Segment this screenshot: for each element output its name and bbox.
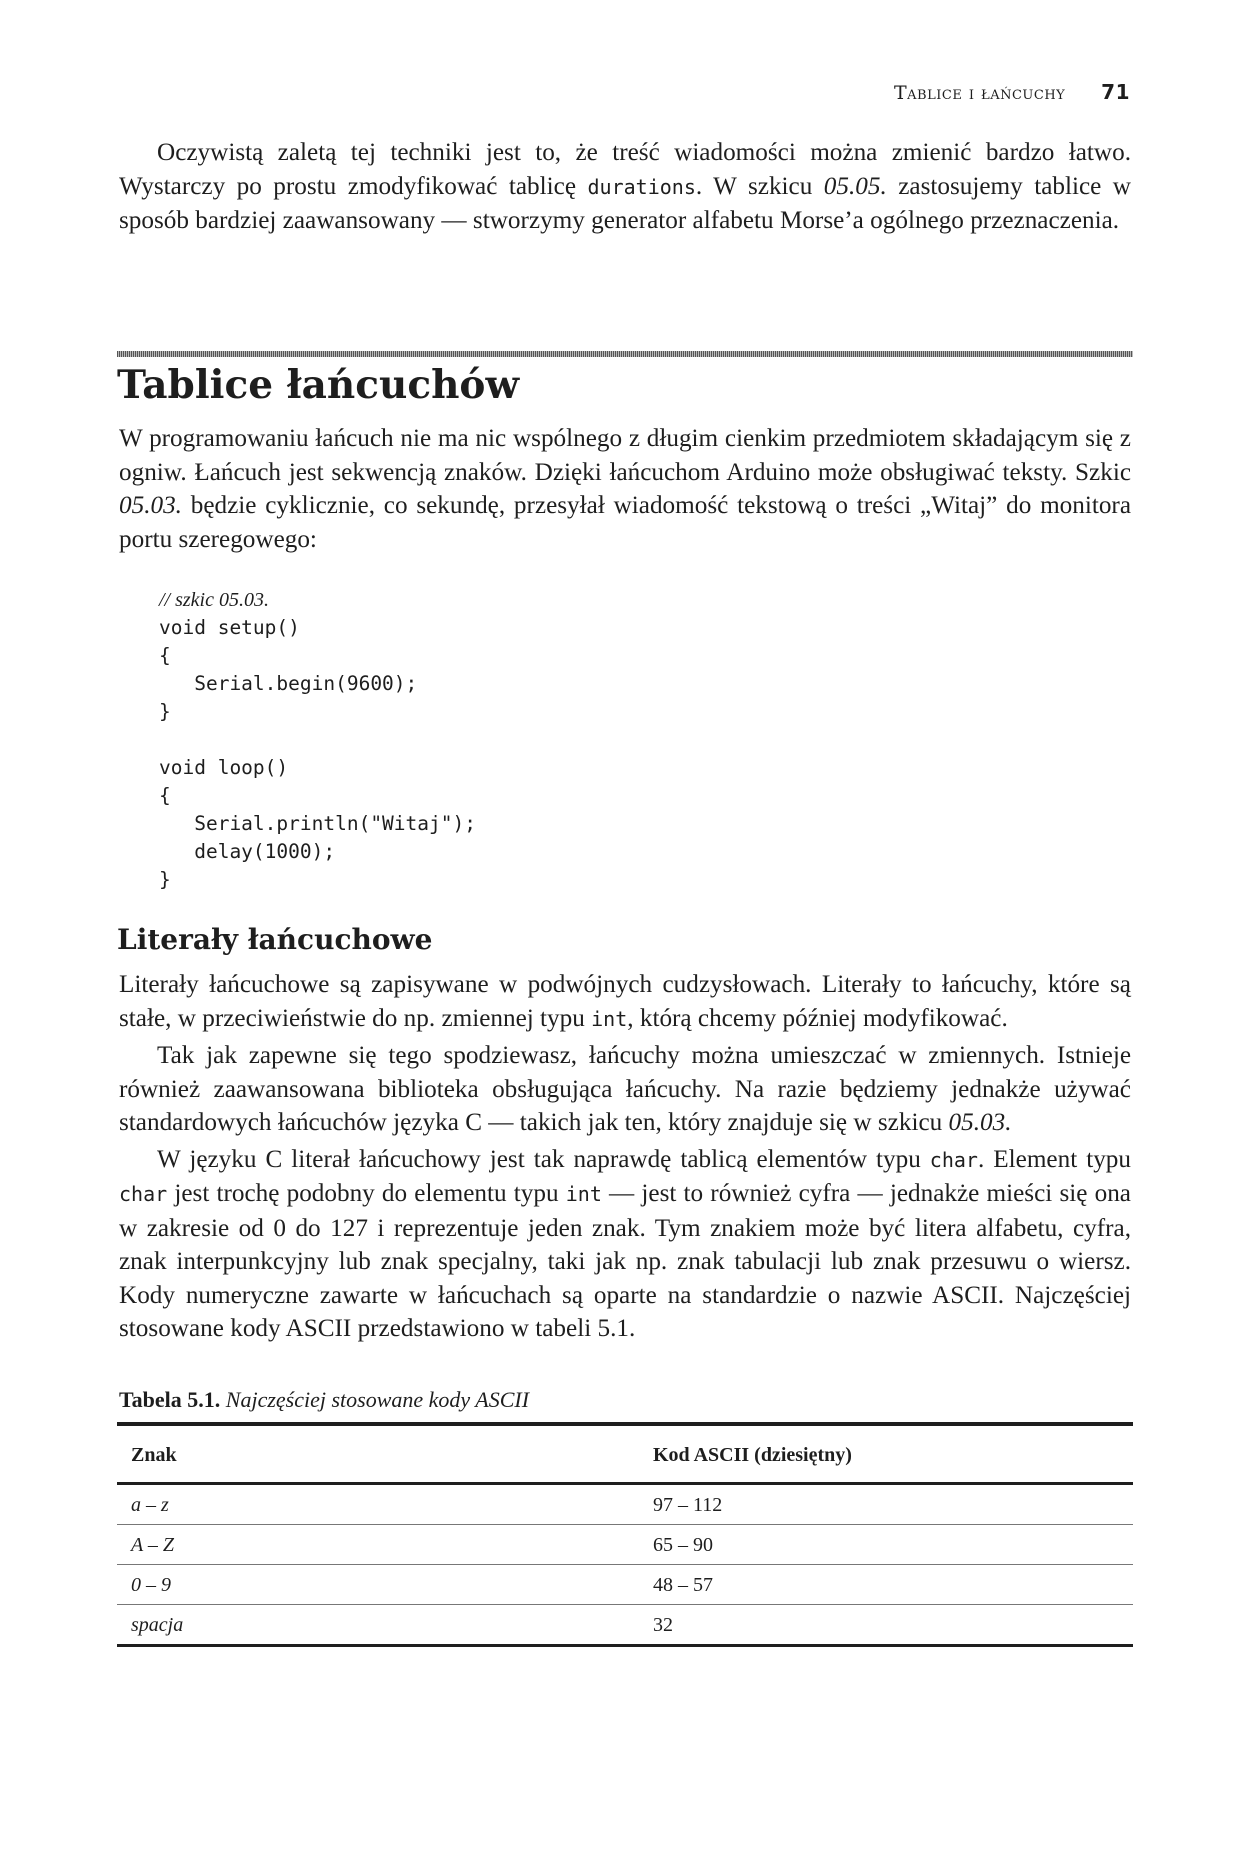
table-cell: 48 – 57 <box>639 1565 1133 1605</box>
sketch-reference: 05.03. <box>119 492 182 519</box>
section-paragraph <box>119 422 1131 556</box>
paragraph-3 <box>119 1143 1131 1346</box>
code-line: void setup() <box>159 616 300 639</box>
inline-code-durations: durations <box>587 174 696 199</box>
code-line: { <box>159 644 171 667</box>
p1-text-1: Literały łańcuchowe są zapisywane w podwójnych cudzysłowach. Literały to łańcuchy, które są stałe, w przeciwieństwie do np. zmiennej typu <box>119 971 1131 1032</box>
section-text-2: będzie cyklicznie, co sekundę, przesyłał wiadomość tekstową o treści „Witaj” do monitora portu szeregowego: <box>119 492 1131 553</box>
table-caption-text: Najczęściej stosowane kody ASCII <box>225 1387 530 1412</box>
p1-text-2: , którą chcemy później modyfikować. <box>627 1004 1008 1032</box>
code-line: } <box>159 868 171 891</box>
section-heading: Tablice łańcuchów <box>117 362 520 408</box>
subsection-heading: Literały łańcuchowe <box>117 923 433 956</box>
p3-text-4: — jest to również cyfra — jednakże mieści się ona w zakresie od 0 do 127 i reprezentuje jeden znak. Tym znakiem może być litera alfabetu, cyfra, znak interpunkcyjny lub znak specjalny, taki jak np. znak tabulacji lub znak przesuwu o wiersz. Kody numeryczne zawarte w łańcuchach są oparte na standardzie o nazwie ASCII. Najczęściej stosowane kody ASCII przedstawiono w tabeli 5.1. <box>119 1180 1131 1342</box>
subsection-body <box>119 968 1131 1349</box>
inline-code-char: char <box>119 1182 168 1206</box>
code-line: void loop() <box>159 756 289 779</box>
table-cell: 97 – 112 <box>639 1484 1133 1525</box>
inline-code-int: int <box>591 1006 628 1031</box>
intro-text-1: Oczywistą zaletą tej techniki jest to, że treść wiadomości można zmienić bardzo łatwo. Wystarczy po prostu zmodyfikować tablicę <box>119 139 1131 200</box>
column-header: Znak <box>117 1424 639 1484</box>
paragraph-2 <box>119 1039 1131 1140</box>
section-text-1: W programowaniu łańcuch nie ma nic wspólnego z długim cienkim przedmiotem składającym się z ogniw. Łańcuch jest sekwencją znaków. Dzięki łańcuchom Arduino może obsługiwać teksty. Szkic <box>119 425 1131 486</box>
table-cell: 32 <box>639 1605 1133 1646</box>
table-row <box>117 1605 1133 1646</box>
table-cell: 65 – 90 <box>639 1525 1133 1565</box>
p3-text-2: . Element typu <box>977 1145 1131 1173</box>
running-title: Tablice i łańcuchy <box>893 82 1066 104</box>
p3-text-3: jest trochę podobny do elementu typu <box>167 1180 566 1207</box>
table-row <box>117 1565 1133 1605</box>
inline-code-int: int <box>565 1182 602 1206</box>
code-listing <box>159 586 476 894</box>
table-cell: a – z <box>117 1484 639 1525</box>
code-line: Serial.println("Witaj"); <box>159 812 476 835</box>
table-cell: spacja <box>117 1605 639 1646</box>
intro-text-2: . W szkicu <box>695 172 824 200</box>
inline-code-char: char <box>929 1147 978 1172</box>
intro-text-3: zastosujemy tablice w sposób bardziej zaawansowany — stworzymy generator alfabetu Morse’a ogólnego przeznaczenia. <box>119 172 1131 234</box>
p2-text-1: Tak jak zapewne się tego spodziewasz, łańcuchy można umieszczać w zmiennych. Istnieje również zaawansowana biblioteka obsługująca łańcuchy. Na razie będziemy jednakże używać standardowych łańcuchów języka C — takich jak ten, który znajduje się w szkicu <box>119 1042 1131 1136</box>
page-number: 71 <box>1101 80 1130 104</box>
paragraph-1 <box>119 968 1131 1036</box>
table-caption-label: Tabela 5.1. <box>119 1387 221 1412</box>
table-cell: A – Z <box>117 1525 639 1565</box>
intro-paragraph <box>119 136 1131 238</box>
sketch-reference: 05.03. <box>948 1109 1012 1136</box>
code-line: { <box>159 784 171 807</box>
ascii-table <box>117 1422 1133 1647</box>
code-line: delay(1000); <box>159 840 336 863</box>
code-line: Serial.begin(9600); <box>159 672 418 695</box>
table-caption <box>119 1387 529 1413</box>
sketch-reference: 05.05. <box>823 172 887 200</box>
running-header <box>894 80 1130 104</box>
section-rule <box>117 351 1133 357</box>
table-row <box>117 1484 1133 1525</box>
table-row <box>117 1525 1133 1565</box>
table-cell: 0 – 9 <box>117 1565 639 1605</box>
code-line: } <box>159 700 171 723</box>
code-line <box>159 726 476 754</box>
p3-text-1: W języku C literał łańcuchowy jest tak naprawdę tablicą elementów typu <box>157 1145 930 1173</box>
code-comment: // szkic 05.03. <box>159 589 269 611</box>
table-header-row <box>117 1424 1133 1484</box>
column-header: Kod ASCII (dziesiętny) <box>639 1424 1133 1484</box>
